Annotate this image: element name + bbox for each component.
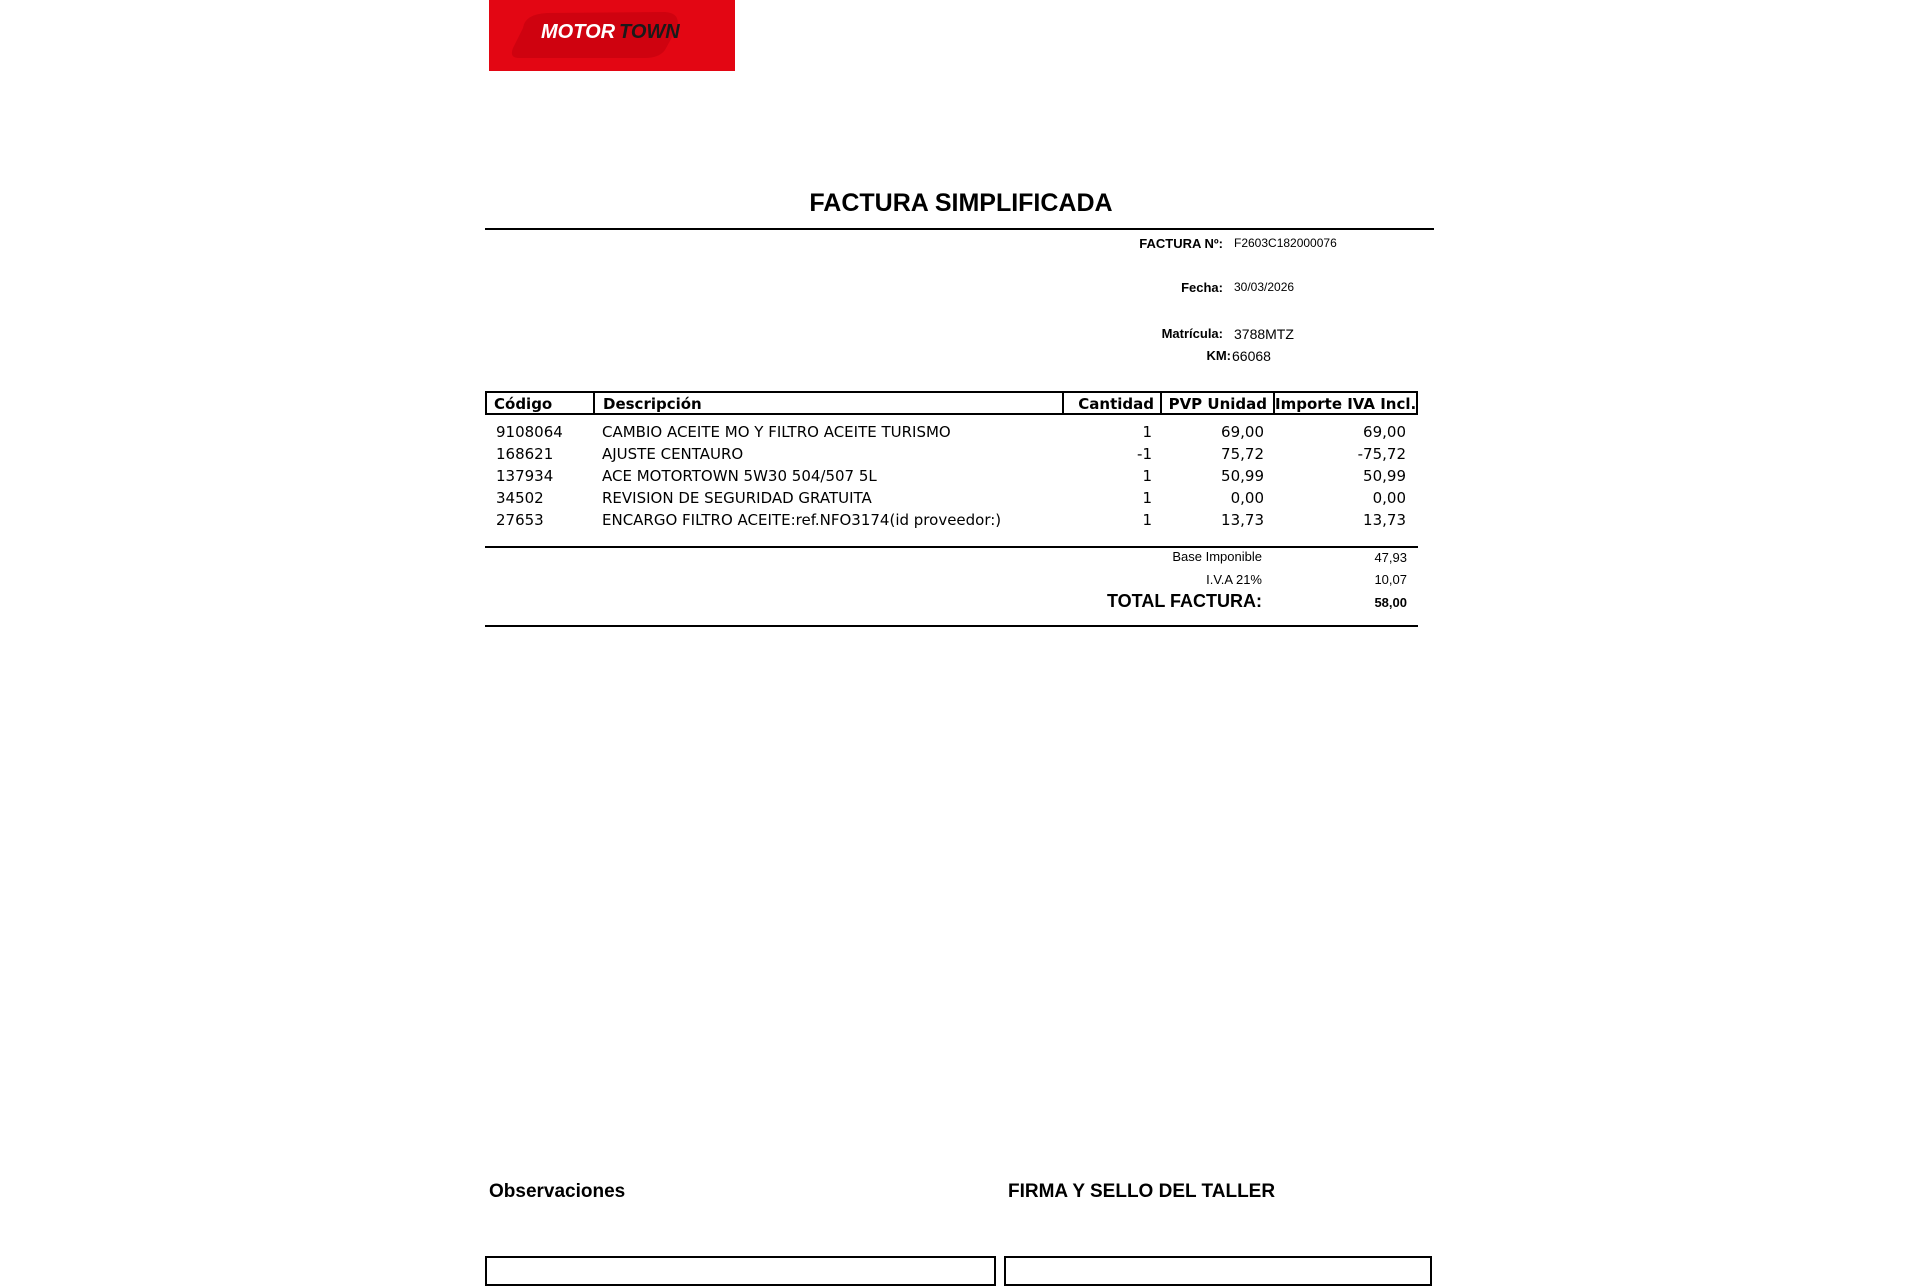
cell-unit-price: 13,73 [1221,511,1264,529]
plate-value: 3788MTZ [1234,326,1294,342]
total-factura-label: TOTAL FACTURA: [1107,591,1262,611]
cell-unit-price: 0,00 [1230,489,1264,507]
cell-description: ACE MOTORTOWN 5W30 504/507 5L [602,467,877,485]
signature-title: FIRMA Y SELLO DEL TALLER [1008,1181,1276,1202]
logo-graphic [489,0,735,71]
document-title: FACTURA SIMPLIFICADA [809,189,1113,217]
title-divider [485,228,1434,230]
cell-description: REVISION DE SEGURIDAD GRATUITA [602,489,872,507]
date-label: Fecha: [1181,280,1223,295]
header-importe: Importe IVA Incl. [1275,395,1417,413]
totals-bottom-divider [485,625,1418,627]
observations-title: Observaciones [489,1181,626,1202]
cell-quantity: 1 [1142,489,1152,507]
iva-value: 10,07 [1374,572,1407,587]
header-cantidad: Cantidad [1062,393,1160,413]
cell-code: 9108064 [496,423,563,441]
cell-unit-price: 69,00 [1221,423,1264,441]
cell-unit-price: 50,99 [1221,467,1264,485]
km-value: 66068 [1232,348,1271,364]
logo-text-town: TOWN [619,21,680,43]
cell-quantity: -1 [1137,445,1152,463]
cell-code: 34502 [496,489,544,507]
base-imponible-value: 47,93 [1374,550,1407,565]
header-pvp-unidad: PVP Unidad [1160,393,1273,413]
cell-code: 137934 [496,467,554,485]
signature-box [1004,1256,1432,1286]
km-label: KM: [1206,348,1231,363]
total-factura-value: 58,00 [1374,595,1407,610]
table-bottom-divider [485,546,1418,548]
table-row [485,487,1418,509]
cell-quantity: 1 [1142,423,1152,441]
cell-description: ENCARGO FILTRO ACEITE:ref.NFO3174(id proveedor:) [602,511,1002,529]
cell-quantity: 1 [1142,467,1152,485]
cell-total: 0,00 [1372,489,1406,507]
table-row [485,421,1418,443]
cell-description: AJUSTE CENTAURO [602,445,744,463]
cell-total: 13,73 [1363,511,1406,529]
items-table-header [485,391,1418,415]
cell-total: -75,72 [1357,445,1406,463]
table-row [485,465,1418,487]
base-imponible-label: Base Imponible [1172,549,1262,564]
cell-total: 69,00 [1363,423,1406,441]
cell-code: 168621 [496,445,554,463]
cell-unit-price: 75,72 [1221,445,1264,463]
plate-label: Matrícula: [1161,326,1223,341]
observations-box [485,1256,996,1286]
invoice-number-value: F2603C182000076 [1234,236,1337,250]
header-descripcion: Descripción [593,393,1053,413]
cell-quantity: 1 [1142,511,1152,529]
iva-label: I.V.A 21% [1206,572,1262,587]
table-row [485,509,1418,531]
cell-total: 50,99 [1363,467,1406,485]
invoice-number-label: FACTURA Nº: [1139,236,1223,251]
cell-description: CAMBIO ACEITE MO Y FILTRO ACEITE TURISMO [602,423,951,441]
date-value: 30/03/2026 [1234,280,1295,294]
logo-text-motor: MOTOR [541,21,616,43]
cell-code: 27653 [496,511,544,529]
header-codigo: Código [494,395,553,413]
table-row [485,443,1418,465]
motortown-logo [489,0,735,71]
